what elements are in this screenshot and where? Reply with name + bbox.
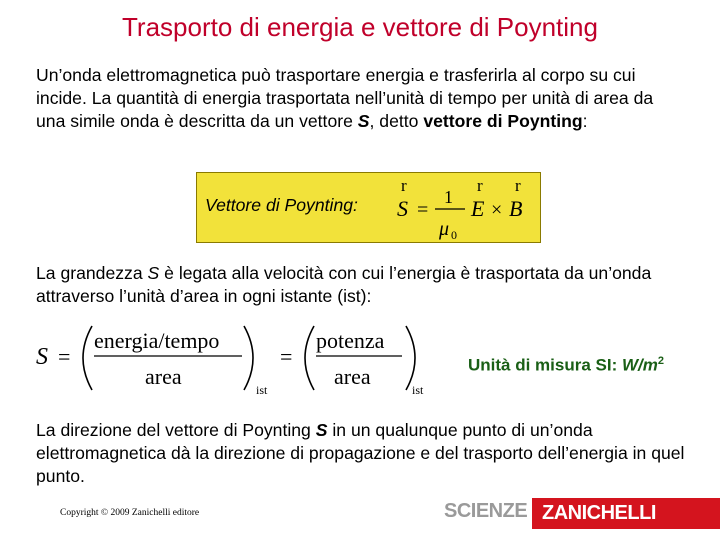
publisher-logo bbox=[444, 498, 720, 529]
intro-text-3: : bbox=[582, 111, 588, 131]
formula-mu: μ bbox=[439, 218, 450, 240]
formula2-sub-1: ist bbox=[256, 383, 268, 397]
formula-lhs-s: S bbox=[397, 196, 408, 221]
left-paren-2 bbox=[305, 326, 314, 390]
intro-term: vettore di Poynting bbox=[423, 111, 583, 131]
second-paragraph bbox=[36, 262, 676, 308]
intro-text-1: Un’onda elettromagnetica può trasportare energia e trasferirla al corpo su cui incide. La quantità di energia trasportata nell’unità di tempo per unità di area da una simile onda è descritta da un vettore bbox=[36, 65, 654, 131]
left-paren-1 bbox=[83, 326, 92, 390]
vector-mark-e: r bbox=[477, 177, 483, 195]
third-paragraph bbox=[36, 419, 716, 488]
formula2-lhs-s: S bbox=[36, 344, 48, 370]
si-unit bbox=[468, 355, 664, 376]
formula-equals: = bbox=[417, 199, 429, 221]
right-paren-2 bbox=[406, 326, 415, 390]
definition-label: Vettore di Poynting: bbox=[205, 195, 358, 215]
formula-b: B bbox=[509, 196, 523, 221]
logo-scienze: SCIENZE bbox=[444, 500, 528, 522]
third-symbol-s: S bbox=[315, 420, 328, 440]
formula2-den2: area bbox=[334, 364, 371, 389]
poynting-formula bbox=[395, 177, 535, 241]
slide-title: Trasporto di energia e vettore di Poynting bbox=[122, 12, 598, 42]
vector-mark-b: r bbox=[515, 177, 521, 195]
formula2-equals-1: = bbox=[58, 344, 71, 369]
formula2-num2: potenza bbox=[316, 328, 385, 353]
formula2-equals-2: = bbox=[280, 344, 293, 369]
formula2-den1: area bbox=[145, 364, 182, 389]
second-text-1: La grandezza bbox=[36, 263, 148, 283]
formula-numerator: 1 bbox=[444, 187, 453, 207]
intro-paragraph bbox=[36, 64, 676, 133]
unit-value: W/m bbox=[621, 355, 658, 375]
formula-mu-sub: 0 bbox=[451, 228, 457, 241]
right-paren-1 bbox=[244, 326, 253, 390]
formula-e: E bbox=[471, 196, 485, 221]
formula2-num1: energia/tempo bbox=[94, 328, 220, 353]
third-text-2: in un qualunque punto di un’onda elettromagnetica dà la direzione di propagazione e del trasporto dell’energia in quel punto. bbox=[36, 420, 685, 486]
intensity-formula bbox=[30, 318, 450, 398]
intro-text-2: , detto bbox=[369, 111, 424, 131]
vector-mark-s: r bbox=[401, 177, 407, 195]
copyright-notice: Copyright © 2009 Zanichelli editore bbox=[60, 508, 200, 518]
formula2-sub-2: ist bbox=[412, 383, 424, 397]
logo-zanichelli: ZANICHELLI bbox=[532, 498, 720, 529]
second-text-2: è legata alla velocità con cui l’energia è trasportata da un’onda attraverso l’unità d’area in ogni istante (ist): bbox=[36, 263, 652, 306]
third-text-1: La direzione del vettore di Poynting bbox=[36, 420, 316, 440]
second-symbol-s: S bbox=[147, 263, 160, 283]
formula-times: × bbox=[491, 199, 503, 221]
unit-label: Unità di misura SI: bbox=[468, 355, 622, 375]
poynting-definition-box bbox=[196, 172, 541, 243]
intro-symbol-s: S bbox=[357, 111, 370, 131]
unit-exponent: 2 bbox=[657, 355, 664, 367]
